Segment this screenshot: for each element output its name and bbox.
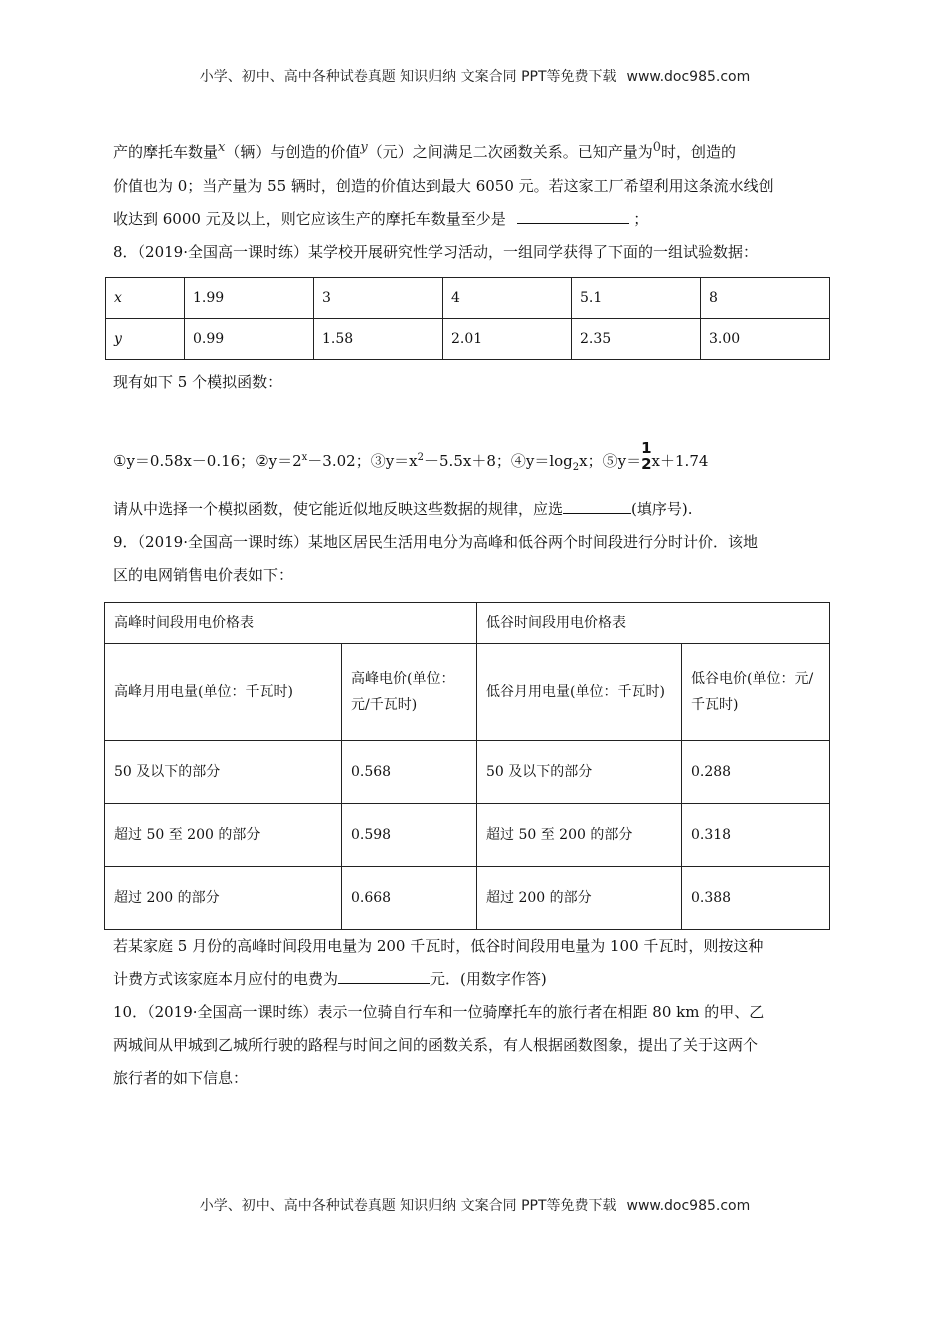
table-header-cell: 低谷月用电量(单位：千瓦时) bbox=[477, 644, 682, 741]
table-cell: 超过 50 至 200 的部分 bbox=[477, 804, 682, 867]
q9-line-3: 若某家庭 5 月份的高峰时间段用电量为 200 千瓦时，低谷时间段用电量为 100 千瓦时，则按这种 bbox=[113, 937, 764, 955]
q8-model-functions: ①y＝0.58x－0.16；$②y=2^x-3.02$；$③y=x^2-5.5x+8$；$④y=\log_2x$；⑤y＝1 2x＋1.74 bbox=[113, 439, 709, 473]
table-cell: 超过 200 的部分 bbox=[105, 867, 342, 930]
table-row bbox=[105, 804, 830, 867]
table-row bbox=[105, 867, 830, 930]
valley-table-title: 低谷时间段用电价格表 bbox=[477, 603, 830, 644]
table-cell: 4 bbox=[443, 278, 572, 319]
q8-choose: 请从中选择一个模拟函数，使它能近似地反映这些数据的规律，应选 (填序号). bbox=[113, 493, 833, 526]
q9-price-table bbox=[104, 602, 830, 930]
q8-intro: 8．（2019·全国高一课时练）某学校开展研究性学习活动，一组同学获得了下面的一组试验数据： bbox=[113, 243, 758, 261]
table-cell: x bbox=[106, 278, 185, 319]
table-cell: 1.99 bbox=[185, 278, 314, 319]
q7-line-1: 产的摩托车数量x（辆）与创造的价值y（元）之间满足二次函数关系。已知产量为0时，创造的 bbox=[113, 140, 737, 161]
var-x: x bbox=[218, 140, 226, 155]
table-cell: 0.288 bbox=[682, 741, 830, 804]
footer-text: 小学、初中、高中各种试卷真题 知识归纳 文案合同 PPT等免费下载 bbox=[199, 1198, 617, 1214]
table-cell: 0.318 bbox=[682, 804, 830, 867]
table-cell: 超过 200 的部分 bbox=[477, 867, 682, 930]
table-cell: 50 及以下的部分 bbox=[105, 741, 342, 804]
q9-line-1: 9．（2019·全国高一课时练）某地区居民生活用电分为高峰和低谷两个时间段进行分时计价．该地 bbox=[113, 533, 758, 551]
question-8 bbox=[113, 236, 833, 526]
q8-data-table bbox=[105, 277, 830, 360]
page-footer bbox=[0, 1195, 950, 1215]
q9-line-4: 计费方式该家庭本月应付的电费为 元．(用数字作答) bbox=[113, 963, 833, 996]
var-y: y bbox=[360, 140, 368, 155]
table-row bbox=[105, 644, 830, 741]
table-cell: 2.35 bbox=[572, 319, 701, 360]
table-cell: 0.388 bbox=[682, 867, 830, 930]
table-header-cell: 高峰月用电量(单位：千瓦时) bbox=[105, 644, 342, 741]
table-cell: 8 bbox=[701, 278, 830, 319]
table-cell: 0.568 bbox=[342, 741, 477, 804]
table-row bbox=[106, 278, 830, 319]
answer-blank-q9[interactable] bbox=[338, 967, 430, 984]
q10-line-2: 两城间从甲城到乙城所行驶的路程与时间之间的函数关系，有人根据函数图象，提出了关于这两个 bbox=[113, 1036, 759, 1054]
page-header bbox=[0, 66, 950, 86]
q9-line-2: 区的电网销售电价表如下： bbox=[113, 566, 294, 584]
table-cell: y bbox=[106, 319, 185, 360]
table-header-cell: 低谷电价(单位：元/千瓦时) bbox=[682, 644, 830, 741]
answer-blank-q8[interactable] bbox=[563, 497, 631, 514]
table-cell: 5.1 bbox=[572, 278, 701, 319]
answer-blank-q7[interactable] bbox=[517, 207, 629, 224]
table-row bbox=[106, 319, 830, 360]
table-cell: 2.01 bbox=[443, 319, 572, 360]
zero-value: 0 bbox=[652, 140, 662, 155]
table-cell: 0.598 bbox=[342, 804, 477, 867]
table-cell: 0.668 bbox=[342, 867, 477, 930]
q10-line-3: 旅行者的如下信息： bbox=[113, 1069, 249, 1087]
question-9 bbox=[113, 526, 833, 996]
q8-models-intro: 现有如下 5 个模拟函数： bbox=[113, 373, 283, 391]
table-cell: 3.00 bbox=[701, 319, 830, 360]
table-cell: 超过 50 至 200 的部分 bbox=[105, 804, 342, 867]
fraction-one-half: 1 2 bbox=[641, 439, 652, 473]
question-10 bbox=[113, 996, 833, 1095]
header-url[interactable]: www.doc985.com bbox=[626, 69, 751, 85]
table-header-cell: 高峰电价(单位：元/千瓦时) bbox=[342, 644, 477, 741]
question-7 bbox=[113, 136, 833, 236]
table-row bbox=[105, 741, 830, 804]
document-body bbox=[113, 136, 833, 1095]
q7-line-3: 收达到 6000 元及以上，则它应该生产的摩托车数量至少是 ； bbox=[113, 203, 833, 236]
table-cell: 1.58 bbox=[314, 319, 443, 360]
table-row bbox=[105, 603, 830, 644]
table-cell: 50 及以下的部分 bbox=[477, 741, 682, 804]
q10-line-1: 10．（2019·全国高一课时练）表示一位骑自行车和一位骑摩托车的旅行者在相距 80 km 的甲、乙 bbox=[113, 1003, 765, 1021]
table-cell: 3 bbox=[314, 278, 443, 319]
header-text: 小学、初中、高中各种试卷真题 知识归纳 文案合同 PPT等免费下载 bbox=[199, 69, 617, 85]
footer-url[interactable]: www.doc985.com bbox=[626, 1198, 751, 1214]
table-cell: 0.99 bbox=[185, 319, 314, 360]
peak-table-title: 高峰时间段用电价格表 bbox=[105, 603, 477, 644]
q7-line-2: 价值也为 0；当产量为 55 辆时，创造的价值达到最大 6050 元。若这家工厂希望利用这条流水线创 bbox=[113, 177, 774, 195]
